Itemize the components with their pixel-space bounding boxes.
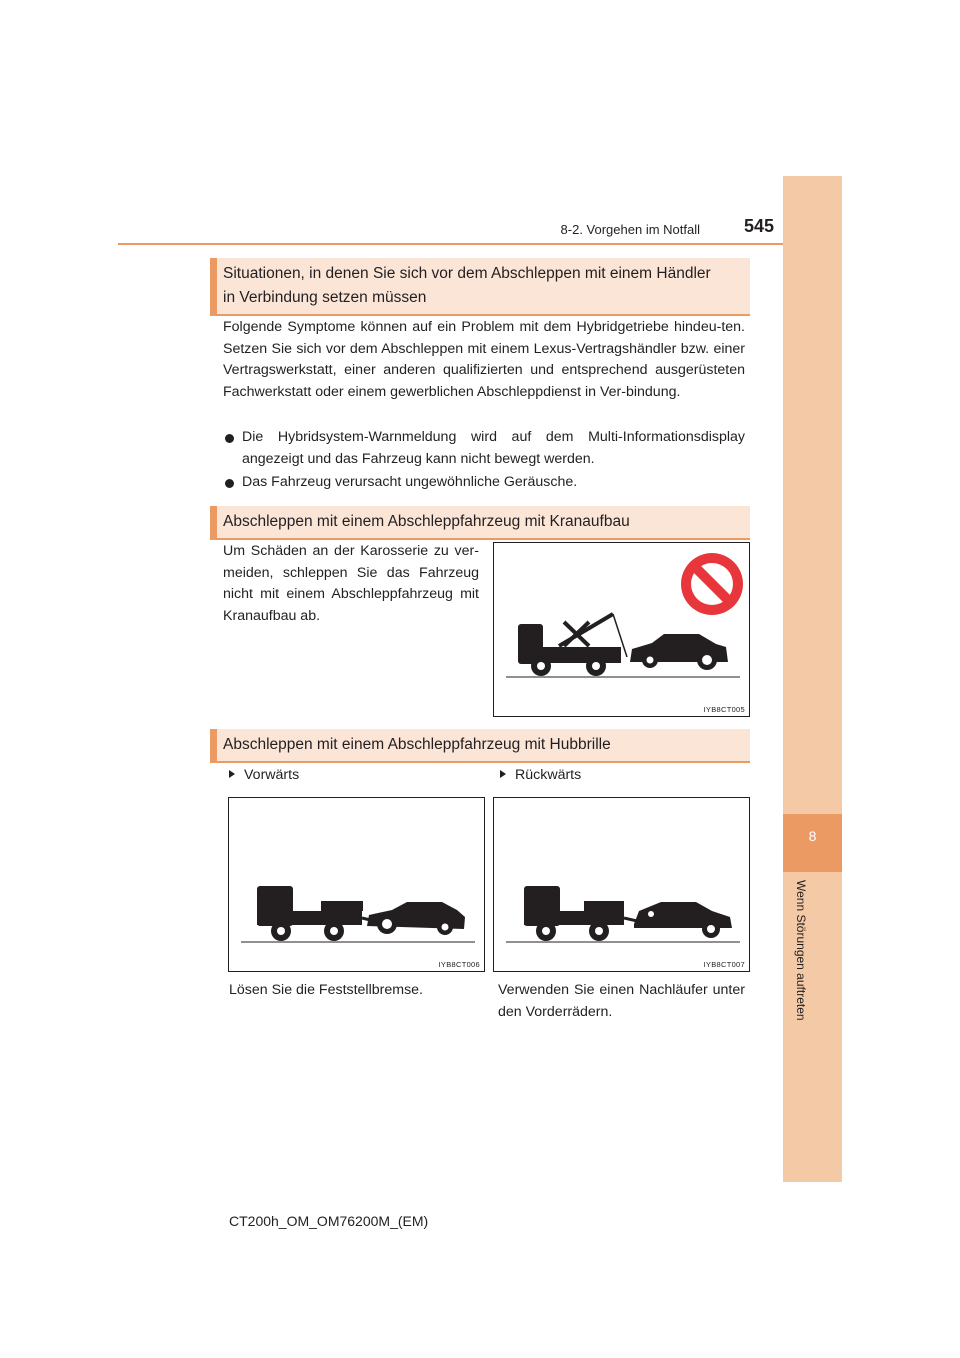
list-item: Die Hybridsystem-Warnmeldung wird auf dem Multi-Informationsdisplay angezeigt und das Fahrzeug kann nicht bewegt werden. — [223, 427, 745, 470]
towed-car — [630, 634, 728, 670]
bullet-dot-icon — [225, 434, 234, 443]
chapter-label: Wenn Störungen auftreten — [794, 880, 808, 1021]
tow-truck-crane — [518, 614, 627, 676]
triangle-pointer-icon — [500, 770, 506, 778]
tow-truck-wheel-lift — [524, 886, 650, 941]
section-heading-crane-tow: Abschleppen mit einem Abschleppfahrzeug mit Kranaufbau — [210, 506, 750, 540]
towed-car — [367, 902, 465, 935]
tow-truck-wheel-lift — [257, 886, 387, 941]
forward-tow-figure — [228, 797, 485, 972]
towed-car — [634, 902, 732, 938]
bullet-dot-icon — [225, 479, 234, 488]
section-intro-paragraph: Folgende Symptome können auf ein Problem mit dem Hybridgetriebe hindeu-ten. Setzen Sie sich vor dem Abschleppen mit einem Lexus-Vertragshändler bzw. einer Vertragswerkstatt, einer anderen qualifizierten und entsprechend ausgerüsteten Fachwerkstatt oder einem gewerblichen Abschleppdienst in Ver-bindung. — [223, 319, 745, 400]
header-rule — [118, 243, 842, 245]
document-id: CT200h_OM_OM76200M_(EM) — [229, 1213, 429, 1229]
figure-code: IYB8CT007 — [703, 960, 745, 969]
figure-code: IYB8CT006 — [438, 960, 480, 969]
section-title: 8-2. Vorgehen im Notfall — [560, 222, 700, 237]
triangle-pointer-icon — [229, 770, 235, 778]
chapter-number: 8 — [808, 828, 817, 844]
crane-tow-paragraph: Um Schäden an der Karosserie zu ver-meiden, schleppen Sie das Fahrzeug nicht mit einem Abschleppfahrzeug mit Kranaufbau ab. — [223, 543, 479, 624]
forward-caption: Lösen Sie die Feststellbremse. — [229, 982, 423, 998]
crane-tow-figure — [493, 542, 750, 717]
forward-label: Vorwärts — [229, 765, 299, 785]
backward-label: Rückwärts — [500, 765, 581, 785]
backward-tow-figure — [493, 797, 750, 972]
section-heading-wheel-lift-tow: Abschleppen mit einem Abschleppfahrzeug mit Hubbrille — [210, 729, 750, 763]
backward-caption: Verwenden Sie einen Nachläufer unter den Vorderrädern. — [498, 982, 745, 1020]
list-item: Das Fahrzeug verursacht ungewöhnliche Geräusche. — [223, 472, 745, 494]
section-heading-dealer-contact: Situationen, in denen Sie sich vor dem Abschleppen mit einem Händler in Verbindung setzen müssen — [210, 258, 750, 316]
prohibition-icon — [681, 553, 743, 615]
figure-code: IYB8CT005 — [703, 705, 745, 714]
page-number: 545 — [743, 216, 774, 236]
